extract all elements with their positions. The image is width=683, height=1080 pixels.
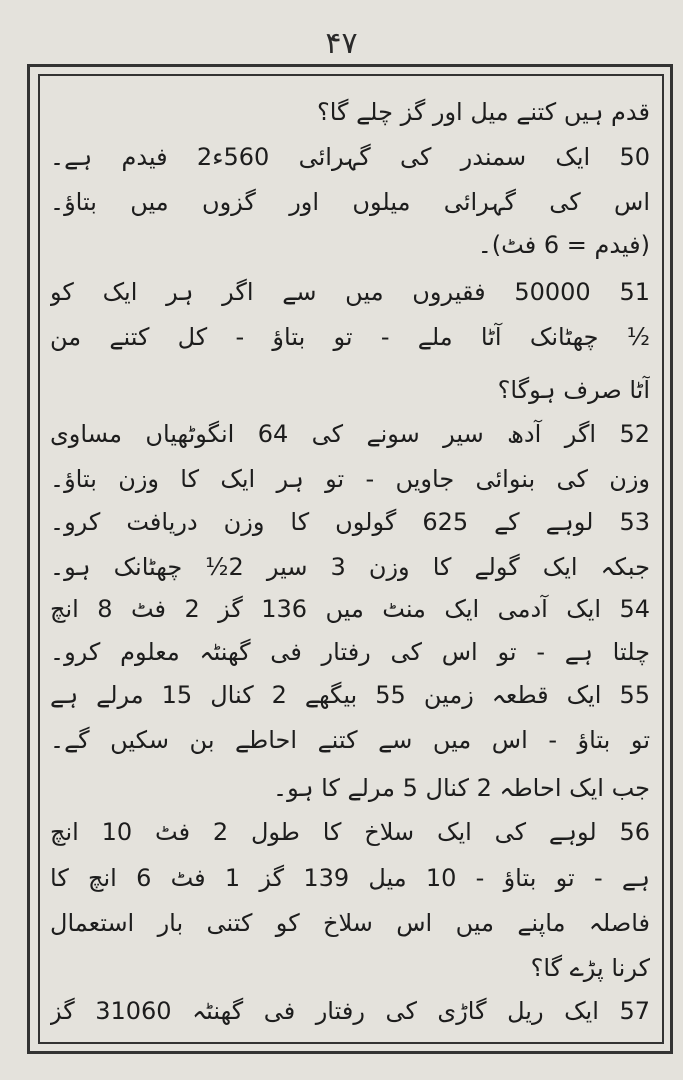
text-line: 57 ایک ریل گاڑی کی رفتار فی گھنٹہ 31060 گز bbox=[50, 997, 650, 1025]
text-line: کرنا پڑے گا؟ bbox=[530, 954, 650, 982]
text-line: 51 50000 فقیروں میں سے اگر ہر ایک کو bbox=[50, 278, 650, 306]
text-line: 55 ایک قطعہ زمین 55 بیگھے 2 کنال 15 مرلے ہے bbox=[50, 681, 650, 709]
text-line: 52 اگر آدھ سیر سونے کی 64 انگوٹھیاں مساوی bbox=[50, 420, 650, 448]
text-line: ہے - تو بتاؤ - 10 میل 139 گز 1 فٹ 6 انچ کا bbox=[50, 864, 650, 892]
text-line: 50 ایک سمندر کی گہرائی 560ء2 فیدم ہے۔ bbox=[50, 143, 650, 171]
text-line: ½ چھٹانک آٹا ملے - تو بتاؤ - کل کتنے من bbox=[50, 323, 650, 351]
text-line: چلتا ہے - تو اس کی رفتار فی گھنٹہ معلوم کرو۔ bbox=[50, 638, 650, 666]
text-line: آٹا صرف ہوگا؟ bbox=[497, 376, 650, 404]
text-line: (فیدم = 6 فٹ)۔ bbox=[477, 231, 650, 259]
page-number: ۴۷ bbox=[325, 26, 358, 61]
text-line: 53 لوہے کے 625 گولوں کا وزن دریافت کرو۔ bbox=[50, 508, 650, 536]
text-line: قدم ہیں کتنے میل اور گز چلے گا؟ bbox=[317, 98, 650, 126]
text-line: وزن کی بنوائی جاویں - تو ہر ایک کا وزن بتاؤ۔ bbox=[50, 465, 650, 493]
text-line: تو بتاؤ - اس میں سے کتنے احاطے بن سکیں گے۔ bbox=[50, 726, 650, 754]
text-line: 54 ایک آدمی ایک منٹ میں 136 گز 2 فٹ 8 انچ bbox=[50, 595, 650, 623]
text-line: فاصلہ ماپنے میں اس سلاخ کو کتنی بار استعمال bbox=[50, 909, 650, 937]
text-line: جبکہ ایک گولے کا وزن 3 سیر 2½ چھٹانک ہو۔ bbox=[50, 553, 650, 581]
text-line: 56 لوہے کی ایک سلاخ کا طول 2 فٹ 10 انچ bbox=[50, 818, 650, 846]
text-line: اس کی گہرائی میلوں اور گزوں میں بتاؤ۔ bbox=[50, 188, 650, 216]
text-body bbox=[50, 92, 650, 1032]
text-line: جب ایک احاطہ 2 کنال 5 مرلے کا ہو۔ bbox=[273, 774, 650, 802]
